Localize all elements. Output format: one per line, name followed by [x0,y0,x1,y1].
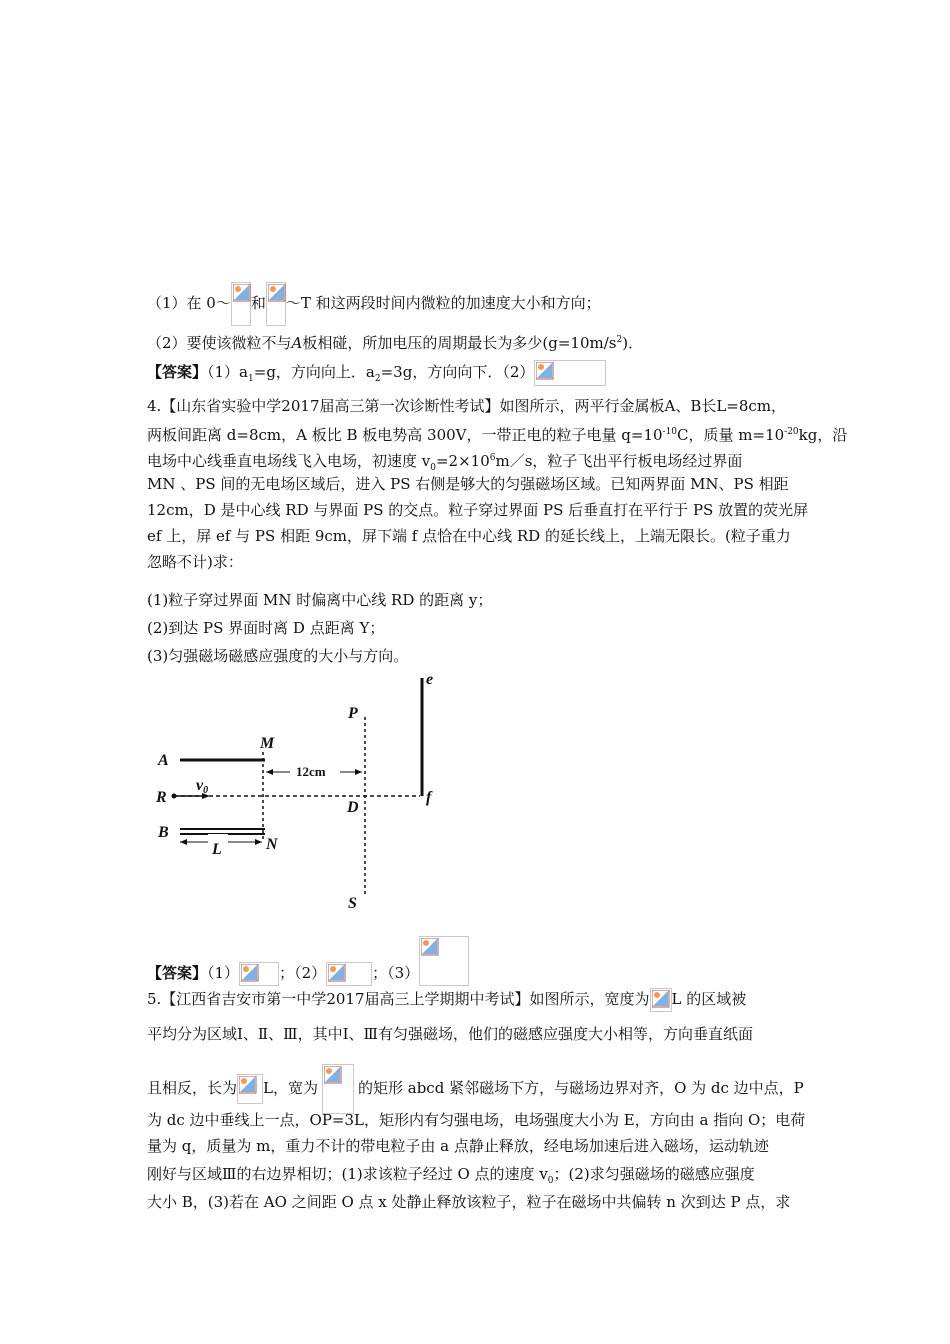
label-s: S [348,895,357,912]
q3-answer: 【答案】$(1)a_1=g$，方向向上．$a_2=3g$，方向向下．（2） [147,360,606,389]
formula-image-icon [239,962,279,986]
q3-sub2: （2）要使该微粒不与A板相碰，所加电压的周期最长为多少$(g=10m/s^2)$． [147,334,644,352]
q4-sub3: (3)匀强磁场磁感应强度的大小与方向。 [147,647,409,665]
formula-image-icon [322,1064,354,1114]
formula-image-icon [231,282,251,326]
label-v0: v0 [196,777,209,796]
label-m: M [260,735,275,752]
label-r: R [156,789,167,806]
q4-line5: 12cm，D 是中心线 RD 与界面 PS 的交点。粒子穿过界面 PS 后垂直打在平行于 PS 放置的荧光屏 [147,501,809,519]
formula-image-icon [650,988,672,1012]
formula-image-icon [266,282,286,326]
q4-sub1: (1)粒子穿过界面 MN 时偏离中心线 RD 的距离 y； [147,591,493,609]
q4-sub2: (2)到达 PS 界面时离 D 点距离 Y； [147,619,385,637]
q5-line5: 量为 q，质量为 m，重力不计的带电粒子由 a 点静止释放，经电场加速后进入磁场，运动轨迹 [147,1137,769,1155]
label-p: P [348,705,358,722]
formula-image-icon [326,962,372,986]
q5-line1: 5.【江西省吉安市第一中学2017届高三上学期期中考试】如图所示，宽度为 L 的区域被 [147,988,746,1012]
q5-line2: 平均分为区域Ⅰ、Ⅱ、Ⅲ，其中Ⅰ、Ⅲ有匀强磁场，他们的磁感应强度大小相等，方向垂直纸面 [147,1025,753,1043]
label-f: f [426,789,432,806]
label-d: D [347,799,359,816]
formula-image-icon [419,936,469,986]
formula-image-icon [534,360,606,386]
formula-image-icon [237,1074,263,1104]
q4-answer: 【答案】（1） ；（2） ；（3） [147,936,469,986]
q3-sub1: （1）在 0～ 和 ～T 和这两段时间内微粒的加速度大小和方向； [147,282,601,326]
q4-line6: ef 上，屏 ef 与 PS 相距 9cm，屏下端 f 点恰在中心线 RD 的延长线上，上端无限长。(粒子重力 [147,527,791,545]
q5-line3: 且相反，长为 L，宽为 的矩形 abcd 紧邻磁场下方，与磁场边界对齐，O 为 dc 边中点，P [147,1064,804,1114]
label-12cm: 12cm [296,764,326,779]
label-e: e [426,672,434,688]
q5-line4: 为 dc 边中垂线上一点，OP=3L，矩形内有匀强电场，电场强度大小为 E，方向由 a 指向 O；电荷 [147,1111,806,1129]
label-a: A [158,752,169,769]
q4-line3: 电场中心线垂直电场线飞入电场，初速度 $v_0=2\times 10^6m/s$，粒子飞出平行板电场经过界面 [147,452,743,473]
q4-line1: 4.【山东省实验中学2017届高三第一次诊断性考试】如图所示，两平行金属板A、B长L=8cm， [147,397,787,415]
q4-line4: MN 、PS 间的无电场区域后，进入 PS 右侧是够大的匀强磁场区域。已知两界面 MN、PS 相距 [147,475,789,493]
label-l: L [212,841,222,858]
point-r [172,794,177,799]
label-n: N [266,836,278,853]
q5-line6: 刚好与区域Ⅲ的右边界相切；(1)求该粒子经过 O 点的速度 $v_0$；(2)求匀强磁场的磁感应强度 [147,1165,755,1186]
label-b: B [158,824,169,841]
plates-field-diagram [150,672,450,912]
q4-line2: 两板间距离 d=8cm，A 板比 B 板电势高 300V，一带正电的粒子电量 $q=10^{-10}C$，质量 $m=10^{-20}kg$，沿 [147,426,848,444]
q4-line7: 忽略不计)求： [147,553,243,571]
q5-line7: 大小 B，(3)若在 AO 之间距 O 点 x 处静止释放该粒子，粒子在磁场中共偏转 n 次到达 P 点，求 [147,1193,791,1211]
